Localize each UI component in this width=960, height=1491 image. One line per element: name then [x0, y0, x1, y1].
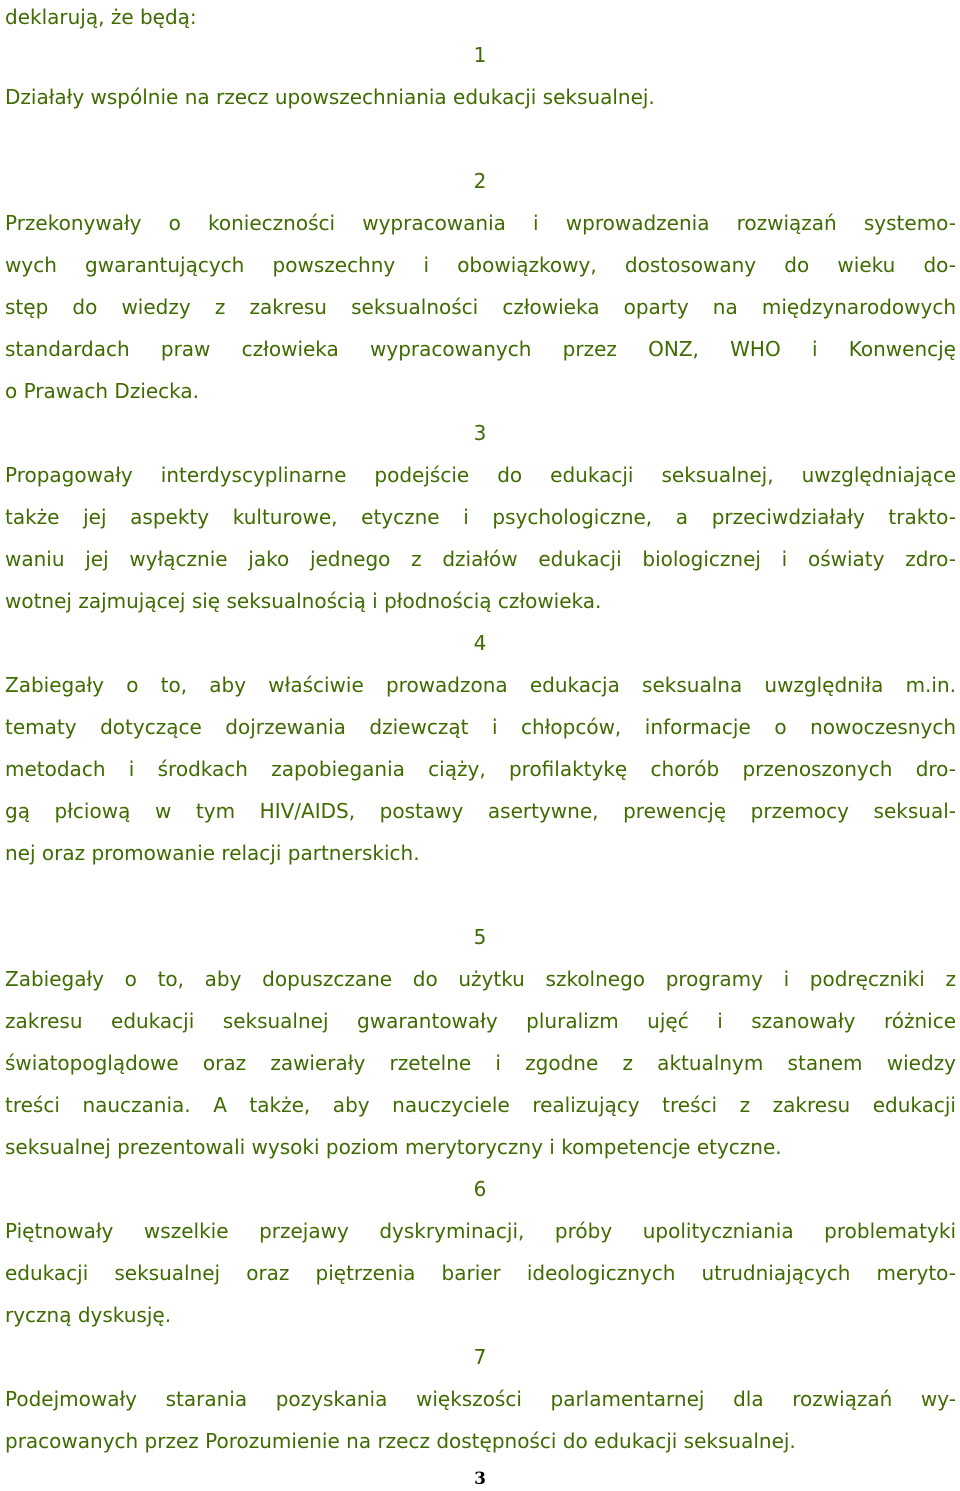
section-line: Przekonywały o konieczności wypracowania i wprowadzenia rozwiązań systemo- [5, 211, 956, 235]
section-line: gą płciową w tym HIV/AIDS, postawy asertywne, prewencję przemocy seksual- [5, 799, 956, 823]
section-number: 2 [473, 169, 487, 193]
section-line: stęp do wiedzy z zakresu seksualności człowieka oparty na międzynarodowych [5, 295, 956, 319]
section-number: 6 [473, 1177, 487, 1201]
section-line: o Prawach Dziecka. [5, 379, 200, 403]
section-line: waniu jej wyłącznie jako jednego z działów edukacji biologicznej i oświaty zdro- [5, 547, 956, 571]
intro-text: deklarują, że będą: [5, 5, 197, 29]
section-line: standardach praw człowieka wypracowanych przez ONZ, WHO i Konwencję [5, 337, 956, 361]
page-number: 3 [474, 1469, 486, 1489]
section-line: światopoglądowe oraz zawierały rzetelne i zgodne z aktualnym stanem wiedzy [5, 1051, 956, 1075]
section-line: Propagowały interdyscyplinarne podejście do edukacji seksualnej, uwzględniające [5, 463, 956, 487]
section-number: 4 [473, 631, 487, 655]
section-line: Piętnowały wszelkie przejawy dyskryminacji, próby upolityczniania problematyki [5, 1219, 956, 1243]
section-line: wotnej zajmującej się seksualnością i płodnością człowieka. [5, 589, 602, 613]
section-line: Działały wspólnie na rzecz upowszechniania edukacji seksualnej. [5, 85, 655, 109]
section-line: pracowanych przez Porozumienie na rzecz dostępności do edukacji seksualnej. [5, 1429, 796, 1453]
section-number: 7 [473, 1345, 487, 1369]
section-line: wych gwarantujących powszechny i obowiązkowy, dostosowany do wieku do- [5, 253, 956, 277]
section-line: edukacji seksualnej oraz piętrzenia barier ideologicznych utrudniających meryto- [5, 1261, 956, 1285]
section-line: zakresu edukacji seksualnej gwarantowały pluralizm ujęć i szanowały różnice [5, 1009, 956, 1033]
section-line: Podejmowały starania pozyskania większości parlamentarnej dla rozwiązań wy- [5, 1387, 956, 1411]
section-line: tematy dotyczące dojrzewania dziewcząt i chłopców, informacje o nowoczesnych [5, 715, 956, 739]
section-line: Zabiegały o to, aby właściwie prowadzona edukacja seksualna uwzględniła m.in. [5, 673, 956, 697]
section-line: seksualnej prezentowali wysoki poziom merytoryczny i kompetencje etyczne. [5, 1135, 782, 1159]
section-line: metodach i środkach zapobiegania ciąży, profilaktykę chorób przenoszonych dro- [5, 757, 956, 781]
section-number: 5 [473, 925, 487, 949]
section-line: także jej aspekty kulturowe, etyczne i psychologiczne, a przeciwdziałały trakto- [5, 505, 956, 529]
section-number: 1 [473, 43, 487, 67]
section-number: 3 [473, 421, 487, 445]
section-line: ryczną dyskusję. [5, 1303, 172, 1327]
section-line: Zabiegały o to, aby dopuszczane do użytku szkolnego programy i podręczniki z [5, 967, 956, 991]
section-line: treści nauczania. A także, aby nauczyciele realizujący treści z zakresu edukacji [5, 1093, 956, 1117]
section-line: nej oraz promowanie relacji partnerskich. [5, 841, 420, 865]
